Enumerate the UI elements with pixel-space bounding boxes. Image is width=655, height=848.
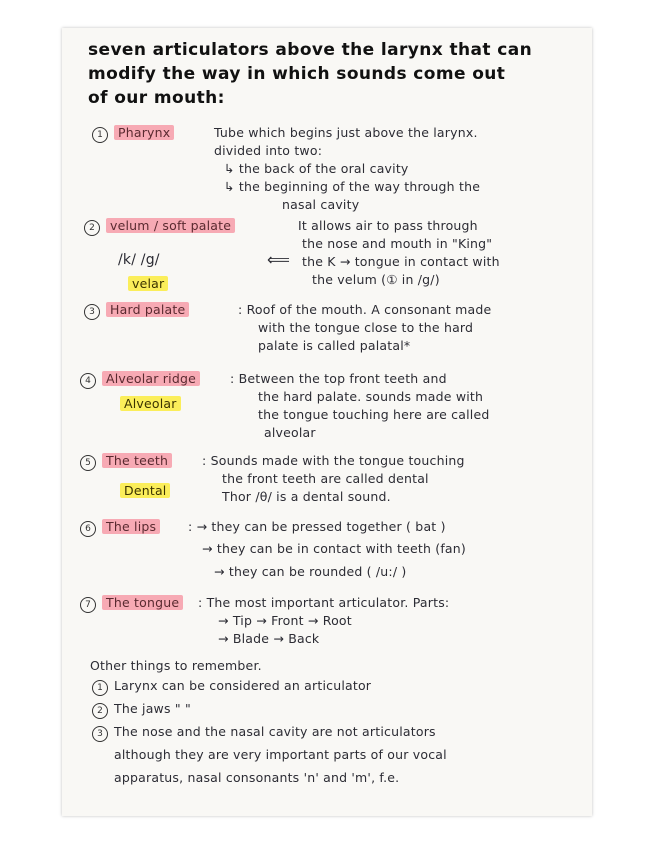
- item-4-tag: Alveolar: [120, 396, 181, 411]
- item-2-symbols: /k/ /g/: [118, 252, 160, 268]
- item-6-label: The lips: [102, 519, 160, 534]
- item-7-line-2: → Tip → Front → Root: [218, 613, 352, 628]
- item-5-tag: Dental: [120, 483, 170, 498]
- item-5-line-1: : Sounds made with the tongue touching: [202, 453, 465, 468]
- item-7-label: The tongue: [102, 595, 183, 610]
- other-2-number: 2: [92, 703, 108, 719]
- other-3-number: 3: [92, 726, 108, 742]
- item-1-line-1: Tube which begins just above the larynx.: [214, 125, 478, 140]
- other-heading: Other things to remember.: [90, 658, 262, 673]
- item-7-line-1: : The most important articulator. Parts:: [198, 595, 450, 610]
- item-2-number: 2: [84, 220, 100, 236]
- other-1-text: Larynx can be considered an articulator: [114, 678, 372, 693]
- other-3-cont-2: apparatus, nasal consonants 'n' and 'm', f.e.: [114, 770, 400, 785]
- item-7-line-3: → Blade → Back: [218, 631, 320, 646]
- item-1-line-3: ↳ the back of the oral cavity: [224, 161, 409, 176]
- item-2-label: velum / soft palate: [106, 218, 235, 233]
- item-5-number: 5: [80, 455, 96, 471]
- item-4-line-3: the tongue touching here are called: [258, 407, 490, 422]
- title-line-3: of our mouth:: [88, 88, 225, 108]
- notebook-page: [62, 28, 592, 816]
- item-6-number: 6: [80, 521, 96, 537]
- other-1-number: 1: [92, 680, 108, 696]
- item-6-line-2: → they can be in contact with teeth (fan): [202, 541, 466, 556]
- item-5-label: The teeth: [102, 453, 172, 468]
- item-2-line-2: the nose and mouth in "King": [302, 236, 493, 251]
- item-1-line-4: ↳ the beginning of the way through the: [224, 179, 481, 194]
- item-3-line-3: palate is called palatal*: [258, 338, 411, 353]
- item-4-label: Alveolar ridge: [102, 371, 200, 386]
- double-arrow-icon: ⟸: [267, 250, 291, 269]
- item-2-line-3: the K → tongue in contact with: [302, 254, 500, 269]
- item-4-line-2: the hard palate. sounds made with: [258, 389, 484, 404]
- other-2-text: The jaws " ": [114, 701, 191, 716]
- item-6-line-3: → they can be rounded ( /u:/ ): [214, 564, 407, 579]
- item-5-line-2: the front teeth are called dental: [222, 471, 429, 486]
- item-1-number: 1: [92, 127, 108, 143]
- item-4-number: 4: [80, 373, 96, 389]
- item-2-line-1: It allows air to pass through: [298, 218, 478, 233]
- other-3-text: The nose and the nasal cavity are not articulators: [114, 724, 436, 739]
- item-1-label: Pharynx: [114, 125, 174, 140]
- item-3-line-2: with the tongue close to the hard: [258, 320, 474, 335]
- item-3-number: 3: [84, 304, 100, 320]
- item-2-tag: velar: [128, 276, 168, 291]
- item-3-label: Hard palate: [106, 302, 189, 317]
- item-5-line-3: Thor /θ/ is a dental sound.: [222, 489, 391, 504]
- item-1-line-2: divided into two:: [214, 143, 323, 158]
- item-2-line-4: the velum (① in /g/): [312, 272, 440, 287]
- item-3-line-1: : Roof of the mouth. A consonant made: [238, 302, 492, 317]
- item-7-number: 7: [80, 597, 96, 613]
- title-line-2: modify the way in which sounds come out: [88, 64, 506, 84]
- title-line-1: seven articulators above the larynx that can: [88, 40, 533, 60]
- item-6-line-1: : → they can be pressed together ( bat ): [188, 519, 446, 534]
- item-4-line-4: alveolar: [264, 425, 316, 440]
- item-1-line-5: nasal cavity: [282, 197, 360, 212]
- item-4-line-1: : Between the top front teeth and: [230, 371, 447, 386]
- other-3-cont-1: although they are very important parts of our vocal: [114, 747, 447, 762]
